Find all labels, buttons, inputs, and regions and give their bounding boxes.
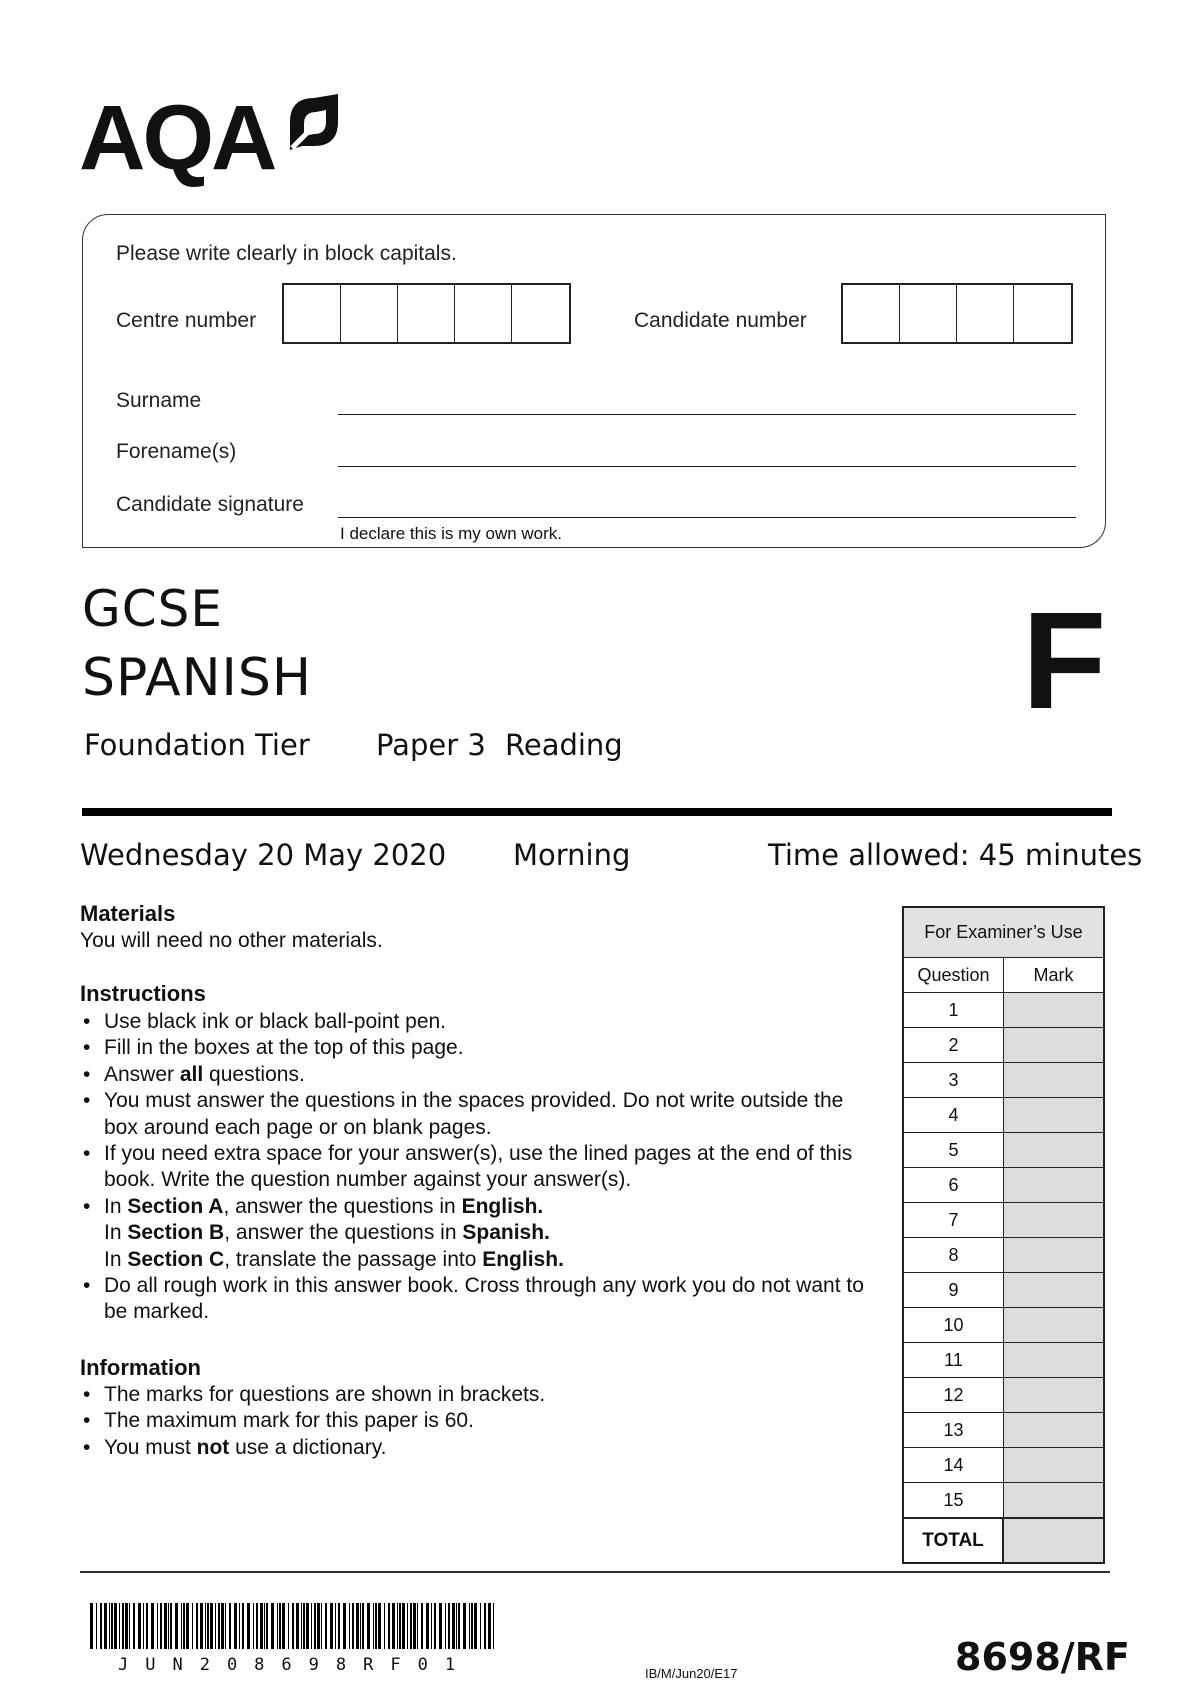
question-number: 15 xyxy=(904,1483,1004,1517)
examiner-use-table xyxy=(902,906,1105,1564)
instruction-item: • Do all rough work in this answer book. Cross through any work you do not want to be marked. xyxy=(81,1273,871,1326)
question-number: 11 xyxy=(904,1343,1004,1377)
instruction-item: • Answer all questions. xyxy=(81,1062,871,1088)
centre-number-digit[interactable] xyxy=(398,285,455,342)
examiner-question-row xyxy=(904,993,1103,1028)
instruction-item: • Fill in the boxes at the top of this page. xyxy=(81,1035,871,1061)
surname-label: Surname xyxy=(116,389,202,412)
barcode-text: JUN208698RF01 xyxy=(118,1655,473,1675)
candidate-number-digit[interactable] xyxy=(900,285,957,342)
examiner-question-row xyxy=(904,1378,1103,1413)
mark-cell[interactable] xyxy=(1004,1273,1103,1307)
examiner-question-row xyxy=(904,1063,1103,1098)
candidate-number-boxes[interactable] xyxy=(841,283,1073,344)
mark-cell[interactable] xyxy=(1004,1098,1103,1132)
exam-session: Morning xyxy=(513,838,631,872)
examiner-question-row xyxy=(904,1098,1103,1133)
information-item: • You must not use a dictionary. xyxy=(81,1435,871,1461)
barcode xyxy=(90,1603,500,1649)
total-mark-cell[interactable] xyxy=(1004,1519,1103,1562)
mark-cell[interactable] xyxy=(1004,1483,1103,1517)
candidate-number-digit[interactable] xyxy=(843,285,900,342)
centre-number-boxes[interactable] xyxy=(282,283,571,344)
question-number: 7 xyxy=(904,1203,1004,1237)
aqa-logo-text: AQA xyxy=(79,87,275,189)
signature-label: Candidate signature xyxy=(116,493,304,516)
mark-cell[interactable] xyxy=(1004,993,1103,1027)
instruction-item-sections: • In Section A, answer the questions in English. In Section B, answer the questions in Spanish. In Section C, translate the passage into English. xyxy=(81,1194,871,1273)
examiner-question-row xyxy=(904,1308,1103,1343)
mark-cell[interactable] xyxy=(1004,1028,1103,1062)
question-number: 3 xyxy=(904,1063,1004,1097)
instructions-heading: Instructions xyxy=(80,981,206,1006)
form-instruction: Please write clearly in block capitals. xyxy=(116,242,457,265)
examiner-question-row xyxy=(904,1448,1103,1483)
examiner-question-row xyxy=(904,1203,1103,1238)
mark-cell[interactable] xyxy=(1004,1238,1103,1272)
title-divider xyxy=(82,808,1112,816)
mark-cell[interactable] xyxy=(1004,1308,1103,1342)
question-number: 14 xyxy=(904,1448,1004,1482)
examiner-total-row xyxy=(904,1518,1103,1562)
information-heading: Information xyxy=(80,1355,201,1380)
centre-number-digit[interactable] xyxy=(455,285,512,342)
question-number: 10 xyxy=(904,1308,1004,1342)
paper-label: Paper 3 xyxy=(376,728,486,762)
mark-cell[interactable] xyxy=(1004,1168,1103,1202)
mark-cell[interactable] xyxy=(1004,1343,1103,1377)
aqa-leaf-icon xyxy=(284,92,344,154)
question-number: 12 xyxy=(904,1378,1004,1412)
time-allowed: Time allowed: 45 minutes xyxy=(768,838,1143,872)
component-label: Reading xyxy=(505,728,623,762)
examiner-question-row xyxy=(904,1483,1103,1518)
forenames-label: Forename(s) xyxy=(116,440,237,463)
document-reference: IB/M/Jun20/E17 xyxy=(645,1666,738,1681)
examiner-question-row xyxy=(904,1343,1103,1378)
question-number: 9 xyxy=(904,1273,1004,1307)
centre-number-digit[interactable] xyxy=(512,285,569,342)
examiner-table-title: For Examiner’s Use xyxy=(904,908,1103,958)
centre-number-label: Centre number xyxy=(116,309,257,332)
mark-cell[interactable] xyxy=(1004,1448,1103,1482)
instructions-list xyxy=(81,1009,871,1326)
question-number: 2 xyxy=(904,1028,1004,1062)
examiner-question-row xyxy=(904,1168,1103,1203)
centre-number-digit[interactable] xyxy=(341,285,398,342)
materials-text: You will need no other materials. xyxy=(80,929,383,952)
mark-cell[interactable] xyxy=(1004,1413,1103,1447)
instruction-item: • You must answer the questions in the spaces provided. Do not write outside the box around each page or on blank pages. xyxy=(81,1088,871,1141)
forenames-field[interactable] xyxy=(338,466,1076,467)
question-number: 8 xyxy=(904,1238,1004,1272)
footer-divider xyxy=(80,1571,1110,1573)
candidate-number-digit[interactable] xyxy=(957,285,1014,342)
mark-column-header: Mark xyxy=(1004,958,1103,992)
question-number: 13 xyxy=(904,1413,1004,1447)
qualification-title: GCSE xyxy=(82,580,223,638)
signature-field[interactable] xyxy=(338,517,1076,518)
information-list xyxy=(81,1382,871,1461)
examiner-table-header-row xyxy=(904,958,1103,993)
examiner-question-row xyxy=(904,1238,1103,1273)
centre-number-digit[interactable] xyxy=(284,285,341,342)
declaration-text: I declare this is my own work. xyxy=(340,524,563,543)
question-column-header: Question xyxy=(904,958,1004,992)
examiner-question-row xyxy=(904,1413,1103,1448)
surname-field[interactable] xyxy=(338,414,1076,415)
mark-cell[interactable] xyxy=(1004,1133,1103,1167)
materials-heading: Materials xyxy=(80,901,176,926)
information-item: • The maximum mark for this paper is 60. xyxy=(81,1408,871,1434)
exam-date: Wednesday 20 May 2020 xyxy=(80,838,447,872)
examiner-question-row xyxy=(904,1028,1103,1063)
paper-code: 8698/RF xyxy=(955,1635,1130,1679)
mark-cell[interactable] xyxy=(1004,1378,1103,1412)
subject-title: SPANISH xyxy=(82,648,312,708)
question-number: 4 xyxy=(904,1098,1004,1132)
instruction-item: • If you need extra space for your answer(s), use the lined pages at the end of this book. Write the question number against your answer(s). xyxy=(81,1141,871,1194)
mark-cell[interactable] xyxy=(1004,1063,1103,1097)
mark-cell[interactable] xyxy=(1004,1203,1103,1237)
question-number: 6 xyxy=(904,1168,1004,1202)
candidate-number-digit[interactable] xyxy=(1014,285,1071,342)
tier-letter: F xyxy=(1022,584,1107,738)
tier-label: Foundation Tier xyxy=(84,728,310,762)
candidate-number-label: Candidate number xyxy=(634,309,807,332)
instruction-item: • Use black ink or black ball-point pen. xyxy=(81,1009,871,1035)
information-item: • The marks for questions are shown in brackets. xyxy=(81,1382,871,1408)
question-number: 1 xyxy=(904,993,1004,1027)
examiner-question-row xyxy=(904,1273,1103,1308)
question-number: 5 xyxy=(904,1133,1004,1167)
total-label: TOTAL xyxy=(904,1519,1004,1562)
examiner-question-row xyxy=(904,1133,1103,1168)
